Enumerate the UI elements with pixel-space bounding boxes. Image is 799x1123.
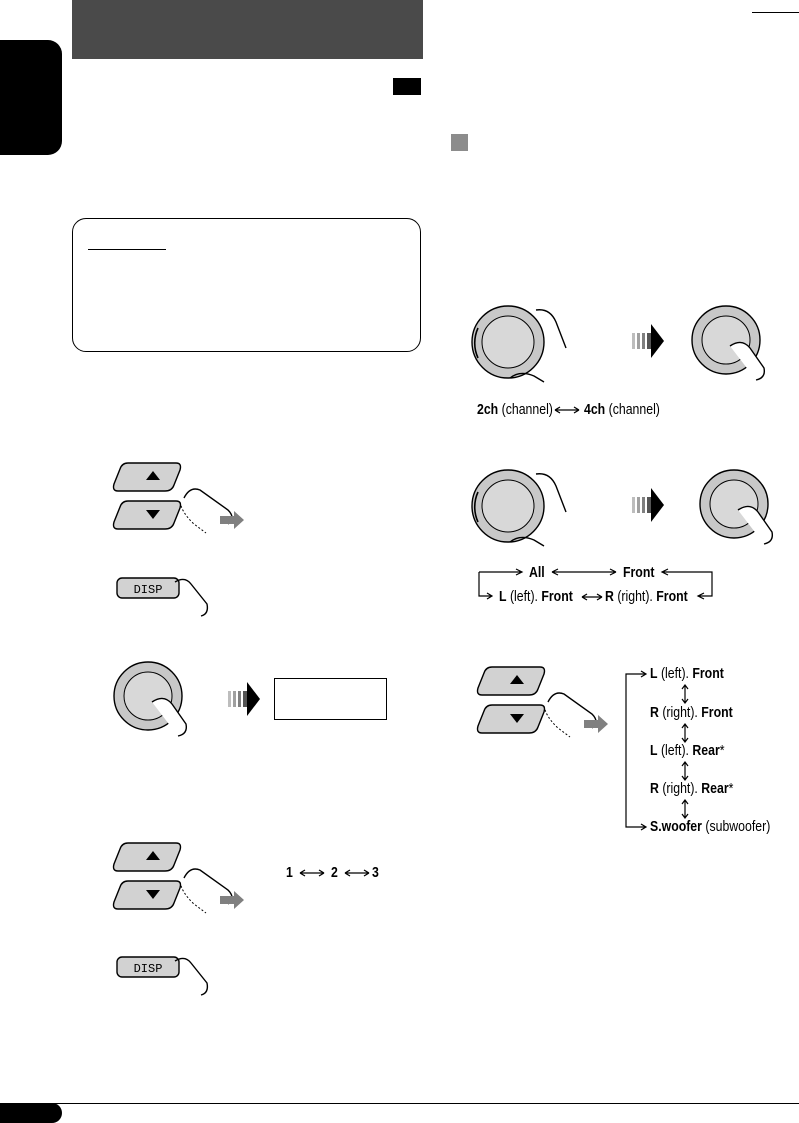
control-knob-press-2[interactable]	[690, 302, 780, 384]
two-way-arrow-icon	[553, 405, 583, 415]
control-knob-turn-1[interactable]	[470, 300, 580, 390]
proceed-arrow-icon	[228, 678, 262, 720]
subsection-marker	[451, 134, 468, 151]
cycle-item-2: 2	[331, 864, 338, 881]
slide-arrow-icon	[220, 511, 244, 529]
up-button[interactable]	[478, 667, 545, 695]
option-left-front: L (left). Front	[499, 588, 573, 605]
option-2ch: 2ch	[477, 401, 499, 418]
page-number-tab	[0, 1103, 62, 1123]
option-front: Front	[623, 564, 655, 581]
option-all: All	[529, 564, 545, 581]
disp-button-label: DISP	[133, 583, 163, 597]
disp-button-1[interactable]	[115, 572, 215, 620]
display-window	[274, 678, 387, 720]
two-way-arrow-icon	[343, 868, 373, 878]
note-heading-underline	[88, 249, 166, 250]
down-button[interactable]	[114, 501, 181, 529]
finger-icon	[175, 579, 207, 616]
language-side-tab	[0, 40, 62, 155]
list-item-right-front: R (right). Front	[650, 704, 733, 721]
mode-indicator-box	[393, 78, 421, 95]
disp-button-label: DISP	[133, 962, 163, 976]
two-way-arrow-icon	[580, 592, 606, 602]
list-item-left-rear: L (left). Rear*	[650, 742, 725, 759]
cycle-item-3: 3	[372, 864, 379, 881]
cycle-sequence: 1	[286, 864, 293, 881]
channel-options: 2ch (channel)	[477, 401, 553, 418]
list-item-left-front: L (left). Front	[650, 665, 724, 682]
proceed-arrow-icon	[632, 320, 666, 362]
up-down-buttons-1	[110, 458, 250, 538]
up-button[interactable]	[114, 463, 181, 491]
control-knob-press-1[interactable]	[112, 658, 202, 738]
bottom-rule	[0, 1103, 799, 1104]
note-box	[72, 218, 421, 352]
disp-button-2[interactable]	[115, 951, 215, 999]
slide-arrow-icon	[220, 891, 244, 909]
control-knob-turn-2[interactable]	[470, 464, 580, 554]
option-right-front: R (right). Front	[605, 588, 688, 605]
list-item-right-rear: R (right). Rear*	[650, 780, 734, 797]
down-button[interactable]	[478, 705, 545, 733]
slide-arrow-icon	[584, 715, 608, 733]
up-button[interactable]	[114, 843, 181, 871]
section-header-bar	[72, 0, 423, 59]
control-knob-press-3[interactable]	[698, 466, 788, 548]
option-4ch: 4ch	[584, 401, 606, 418]
top-rule	[752, 12, 799, 13]
up-down-buttons-3	[474, 662, 614, 742]
two-way-arrow-icon	[298, 868, 328, 878]
down-button[interactable]	[114, 881, 181, 909]
list-item-subwoofer: S.woofer (subwoofer)	[650, 818, 771, 835]
finger-icon	[175, 958, 207, 995]
up-down-buttons-2	[110, 838, 250, 918]
proceed-arrow-icon	[632, 484, 666, 526]
